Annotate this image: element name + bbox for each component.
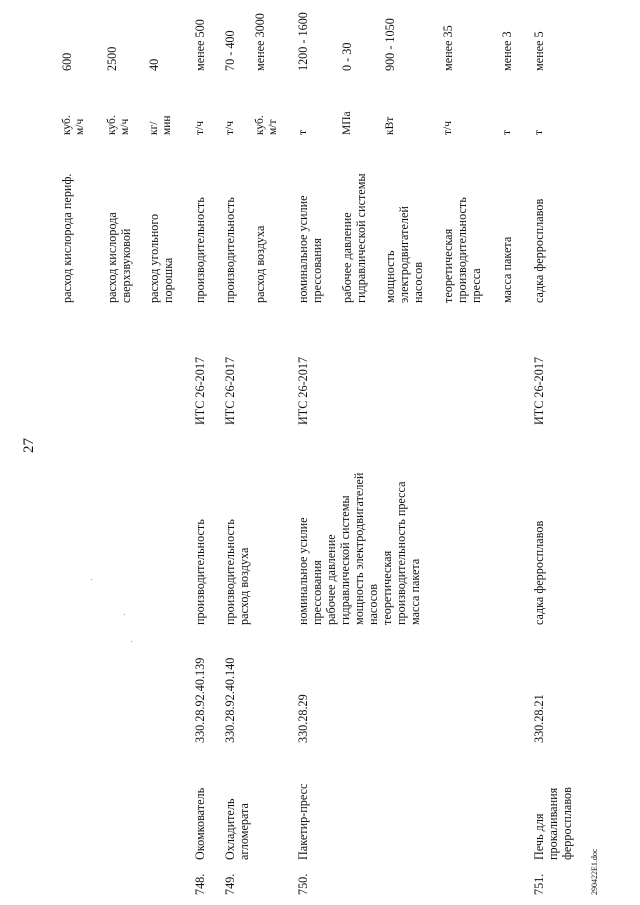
its-reference: ИТС 26-2017: [193, 356, 207, 425]
unit: т: [533, 129, 545, 135]
equipment-code: 330.28.92.40.140: [223, 657, 237, 743]
equipment-name: Охладитель: [223, 798, 237, 860]
sub-parameter: производительность: [193, 197, 207, 303]
unit: т/ч: [442, 120, 454, 135]
sub-parameter: масса пакета: [500, 236, 514, 303]
equipment-name: Окомкователь: [193, 787, 207, 860]
sub-parameter: гидравлической системы: [354, 173, 368, 303]
parameter-name: номинальное усилие: [296, 517, 310, 625]
value: 1200 - 1600: [296, 12, 310, 71]
equipment-code: 330.28.29: [296, 694, 310, 743]
sub-parameter: производительность: [223, 197, 237, 303]
value: 40: [147, 58, 161, 71]
row-number: 750.: [296, 873, 310, 895]
sub-parameter: расход воздуха: [253, 225, 267, 303]
sub-parameter: рабочее давление: [340, 212, 354, 303]
value: менее 5: [532, 31, 546, 71]
footer-filename: 290422E1.doc: [590, 848, 599, 895]
unit: куб.: [61, 115, 73, 135]
value: менее 3: [500, 31, 514, 71]
parameter-name: мощность электродвигателей: [352, 472, 366, 625]
unit: т: [501, 129, 513, 135]
its-reference: ИТС 26-2017: [532, 356, 546, 425]
sub-parameter: номинальное усилие: [296, 195, 310, 303]
sub-parameter: производительность: [455, 197, 469, 303]
equipment-name: агломерата: [237, 803, 251, 860]
unit: т/ч: [194, 120, 206, 135]
parameter-name: масса пакета: [408, 558, 422, 625]
parameter-name: садка ферросплавов: [532, 520, 546, 625]
equipment-name: Печь для: [532, 813, 546, 860]
page-number: 27: [21, 438, 37, 453]
sub-parameter: порошка: [161, 257, 175, 303]
unit: мин: [161, 115, 173, 135]
row-number: 748.: [193, 873, 207, 895]
value: 2500: [105, 46, 119, 71]
equipment-name: прокаливания: [546, 787, 560, 860]
sub-parameter: расход угольного: [147, 213, 161, 303]
parameter-name: производительность: [193, 519, 207, 625]
parameter-name: расход воздуха: [237, 547, 251, 625]
equipment-code: 330.28.92.40.139: [193, 657, 207, 743]
sub-parameter: насосов: [411, 262, 425, 303]
unit: куб.: [254, 115, 266, 135]
sub-parameter: теоретическая: [441, 228, 455, 303]
its-reference: ИТС 26-2017: [223, 356, 237, 425]
scan-speck: [131, 641, 132, 642]
parameter-name: прессования: [310, 560, 324, 625]
unit: м/т: [267, 119, 279, 135]
sub-parameter: прессования: [310, 238, 324, 303]
sub-parameter: сверхзвуковой: [119, 228, 133, 303]
scan-speck: [124, 614, 125, 615]
value: 70 - 400: [223, 30, 237, 71]
unit: кВт: [384, 116, 396, 135]
value: 900 - 1050: [383, 18, 397, 71]
its-reference: ИТС 26-2017: [296, 356, 310, 425]
equipment-name: ферросплавов: [560, 787, 574, 860]
row-number: 751.: [532, 873, 546, 895]
unit: т: [297, 129, 309, 135]
row-number: 749.: [223, 873, 237, 895]
value: менее 500: [193, 19, 207, 71]
sub-parameter: пресса: [469, 268, 483, 303]
scan-speck: [91, 579, 92, 580]
sub-parameter: электродвигателей: [397, 206, 411, 303]
unit: т/ч: [224, 120, 236, 135]
value: менее 35: [441, 25, 455, 71]
value: 600: [60, 52, 74, 71]
unit: МПа: [341, 111, 353, 135]
value: менее 3000: [253, 13, 267, 71]
parameter-name: гидравлической системы: [338, 495, 352, 625]
unit: м/ч: [119, 118, 131, 135]
sub-parameter: расход кислорода: [105, 212, 119, 303]
equipment-code: 330.28.21: [532, 694, 546, 743]
parameter-name: теоретическая: [380, 550, 394, 625]
parameter-name: рабочее давление: [324, 534, 338, 625]
equipment-name: Пакетир-пресс: [296, 783, 310, 860]
parameter-name: производительность пресса: [394, 481, 408, 625]
unit: куб.: [106, 115, 118, 135]
parameter-name: насосов: [366, 584, 380, 625]
unit: м/ч: [74, 118, 86, 135]
sub-parameter: мощность: [383, 250, 397, 303]
sub-parameter: расход кислорода периф.: [60, 173, 74, 303]
sub-parameter: садка ферросплавов: [532, 198, 546, 303]
parameter-name: производительность: [223, 519, 237, 625]
unit: кг/: [148, 121, 160, 135]
value: 0 - 30: [340, 42, 354, 71]
